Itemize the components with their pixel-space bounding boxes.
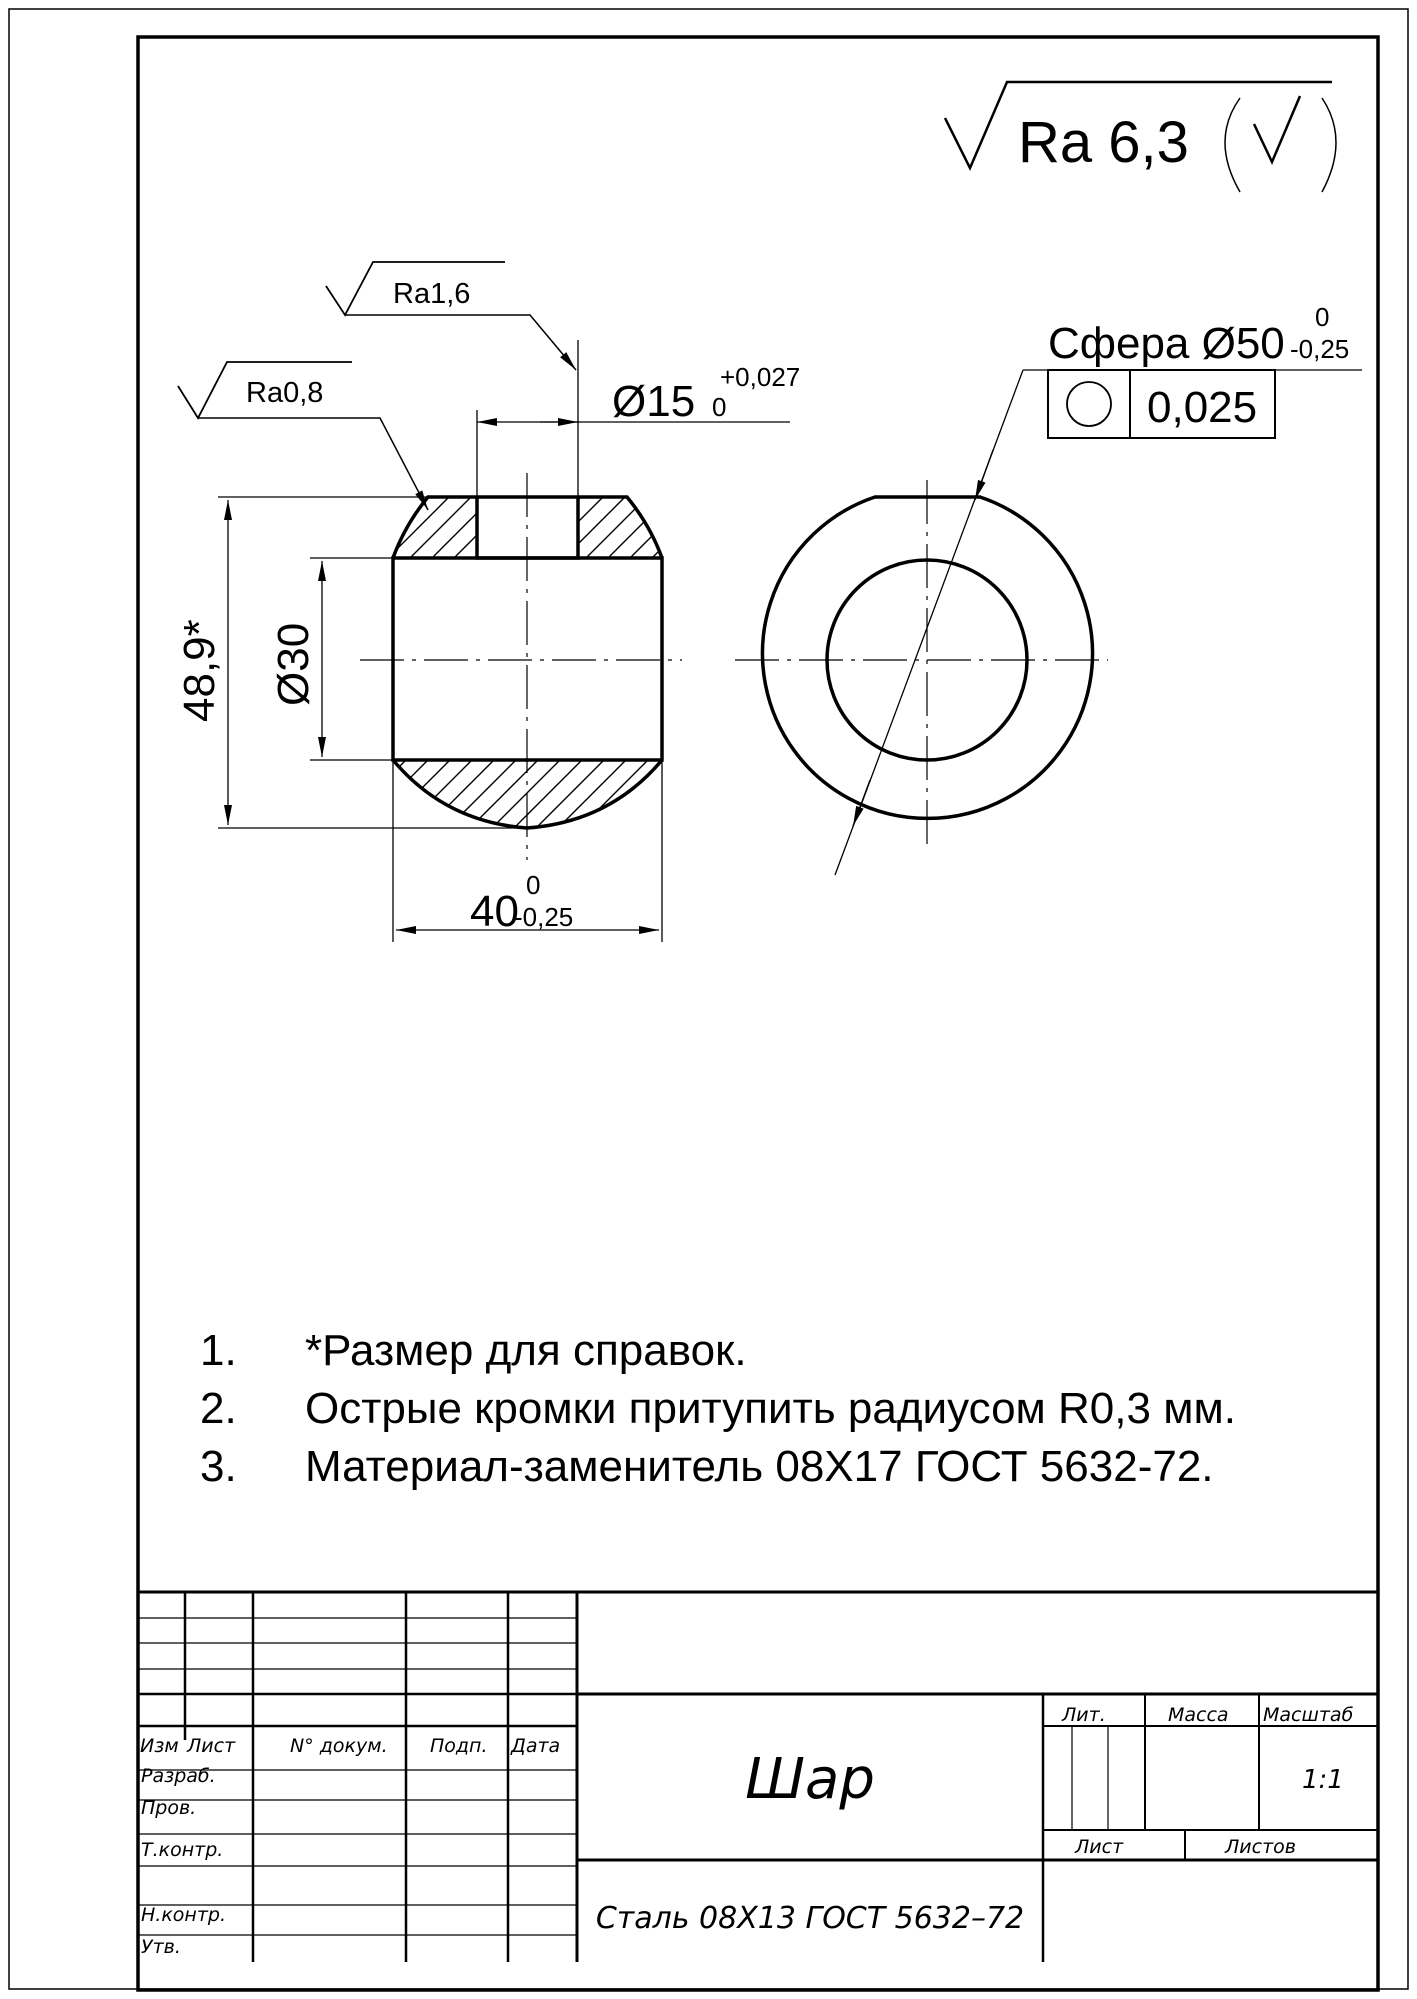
note-item [200,1322,1236,1380]
role-nkontr: Н.контр. [141,1904,227,1926]
inner-diameter-dimension [269,558,393,760]
outer-border [9,9,1408,1989]
circularity-icon [1067,382,1111,426]
scale-value: 1:1 [1302,1765,1344,1795]
role-razrab: Разраб. [141,1765,216,1787]
role-prov: Пров. [141,1797,197,1819]
header-izm: Изм [140,1735,179,1757]
sphere-dimension-upper: 0 [1315,302,1330,332]
inner-diameter-label: Ø30 [269,622,318,706]
height-dimension-label: 48,9* [175,619,224,722]
tolerance-frame [1048,370,1275,438]
role-utv: Утв. [141,1936,181,1958]
note-text: Материал-заменитель 08Х17 ГОСТ 5632-72. [305,1442,1214,1491]
header-list: Лист [187,1735,236,1757]
mass-label: Масса [1168,1704,1229,1726]
note-number: 2. [200,1384,237,1433]
note-item [200,1380,1236,1438]
roughness-sphere-label: Ra0,8 [246,377,324,409]
header-date: Дата [511,1735,561,1757]
bore-diameter-lower: 0 [712,392,727,422]
sphere-dimension [835,302,1362,875]
sheets-label: Листов [1225,1836,1296,1858]
part-name: Шар [745,1747,875,1812]
technical-notes [200,1322,1236,1496]
note-number: 1. [200,1326,237,1375]
end-view [735,480,1108,845]
roughness-bore-mark [326,262,576,370]
width-upper: 0 [526,870,541,900]
note-text: *Размер для справок. [305,1326,747,1375]
bore-diameter-upper: +0,027 [720,362,801,392]
general-roughness-mark [945,82,1336,192]
roughness-sphere-mark [178,362,428,510]
header-doc: N° докум. [290,1735,388,1757]
section-view [360,473,682,860]
header-sign: Подп. [430,1735,488,1757]
roughness-bore-label: Ra1,6 [393,278,471,310]
sphere-dimension-lower: -0,25 [1290,334,1350,364]
note-text: Острые кромки притупить радиусом R0,3 мм. [305,1384,1236,1433]
note-number: 3. [200,1442,237,1491]
material: Сталь 08Х13 ГОСТ 5632–72 [595,1901,1025,1936]
scale-label: Масштаб [1263,1704,1354,1726]
bore-diameter-nominal: Ø15 [612,377,696,426]
width-lower: -0,25 [514,902,574,932]
role-tkontr: Т.контр. [141,1839,224,1861]
lit-label: Лит. [1062,1704,1106,1726]
sheet-label: Лист [1075,1836,1124,1858]
note-item [200,1438,1236,1496]
bore-diameter-dimension [477,340,800,497]
tolerance-value: 0,025 [1147,383,1258,432]
sphere-dimension-nominal: Сфера Ø50 [1048,319,1285,368]
roughness-general-label: Ra 6,3 [1018,110,1189,175]
width-nominal: 40 [470,887,519,936]
